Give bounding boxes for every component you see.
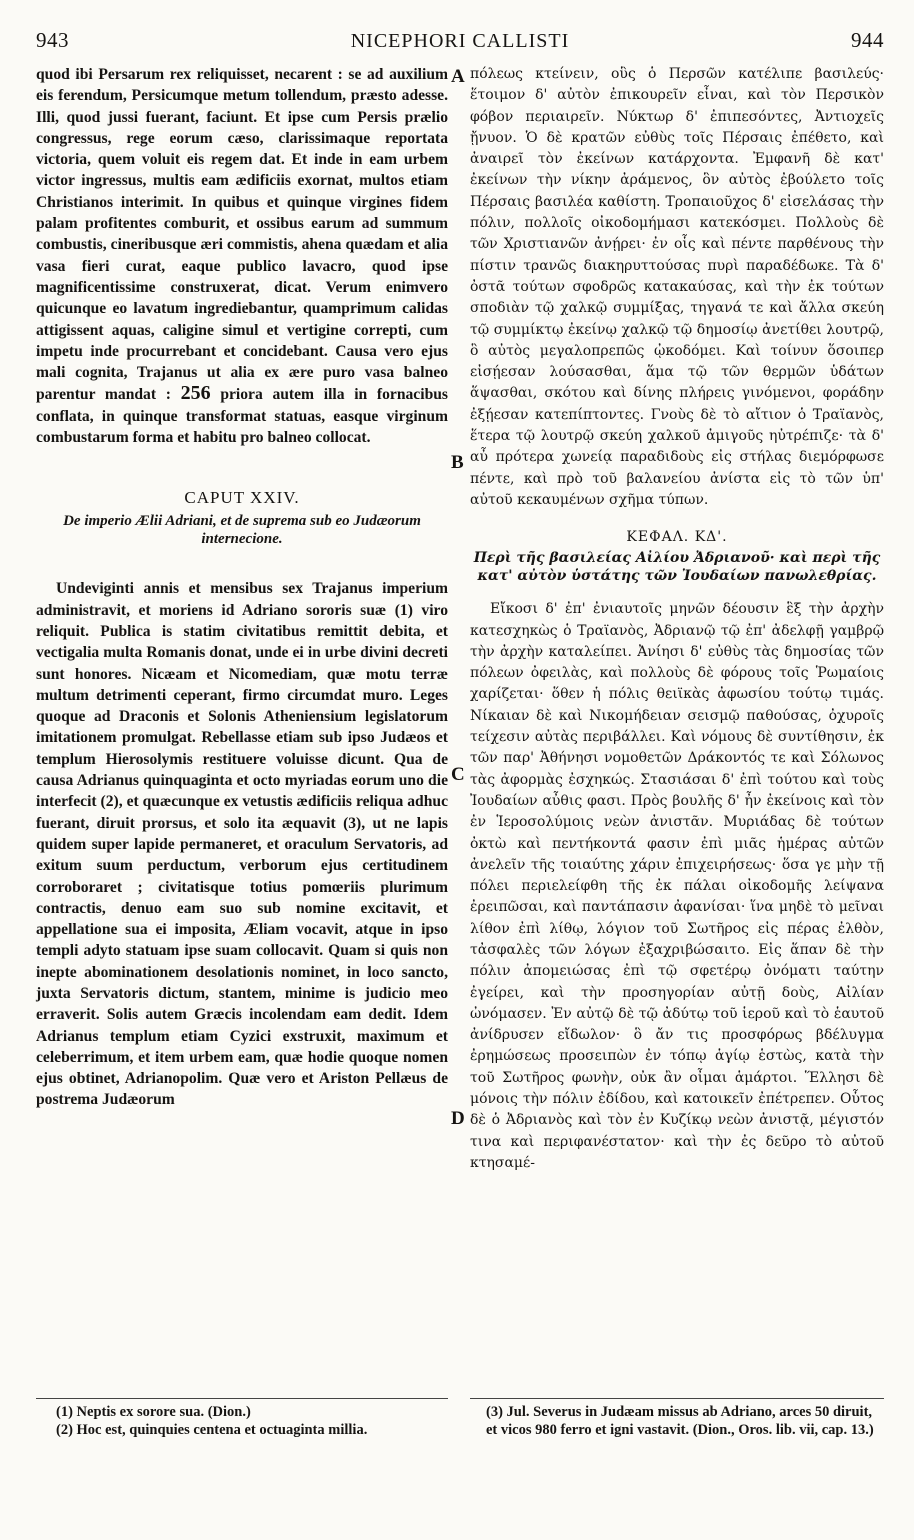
left-page-number: 943 bbox=[36, 28, 69, 52]
footnote-1: (1) Neptis ex sorore sua. (Dion.) bbox=[56, 1404, 251, 1420]
left-footnote-rule bbox=[36, 1398, 448, 1399]
latin-paragraph-1 bbox=[36, 64, 448, 448]
latin-paragraph-1-continued: priora autem illa in fornacibus conflata, in quinque transformat statuas, easque virginum combustarum forma et habitu pro balneo collocat. bbox=[36, 386, 448, 447]
margin-letter-a: A bbox=[451, 66, 465, 87]
greek-chapter-subtitle: Περὶ τῆς βασιλείας Αἰλίου Ἀδριανοῦ· καὶ περὶ τῆς κατ' αὐτὸν ὑστάτης τῶν Ἰουδαίων πανωλεθρίας. bbox=[473, 550, 881, 585]
greek-chapter-heading: ΚΕΦΑΛ. ΚΔ'. bbox=[626, 529, 728, 546]
greek-paragraph-2: Εἴκοσι δ' ἐπ' ἐνιαυτοῖς μηνῶν δέουσιν ἓξ τὴν ἀρχὴν κατεσχηκὼς ὁ Τραϊανὸς, Ἀδριανῷ τῷ ἐπ' ἀδελφῇ γαμβρῷ τὴν ἀρχὴν καταλείπει. Ἀνίησι δ' εὐθὺς τὰς δημοσίας τῶν πόλεων ὀφειλὰς, καὶ πολλοὺς δὲ φόρους τοῖς Ῥωμαίοις χαρίζεται· ὅθεν ἡ πόλις θειϊκὰς ἀφωσίου τούτῳ τιμάς. Νίκαιαν δὲ καὶ Νικομήδειαν σεισμῷ παθούσας, ὀχυροῖς τείχεσιν αὐτὰς περιβάλλει. Καὶ νόμους δὲ συντίθησιν, ἐκ τῶν παρ' Ἀθήνησι νομοθετῶν Δράκοντός τε καὶ Σόλωνος τὰς ἀφορμὰς ἐσχηκώς. Στασιάσαι δ' ἐπὶ τούτου καὶ τοὺς Ἰουδαίων αὖθις φασι. Πρὸς βουλῆς δ' ἦν ἐκείνοις καὶ τὸν ἐν Ἱεροσολύμοις νεὼν ἀνιστᾶν. Μυριάδας δὲ τούτων ὀκτὼ καὶ πεντήκοντά φασιν ἐπὶ μιᾶς ἡμέρας αὐτῶν ἀνελεῖν τῆς τοιαύτης χάριν ἐπιχειρήσεως· ὅσα γε μὴν τῇ πόλει περιελείφθη τῆς ἐκ πάλαι οἰκοδομῆς λείψανα ἐρειπῶσαι, καὶ παντάπασιν ἀφανίσαι· ἵνα μηδὲ τὸ μεῖναι λίθον ἐπὶ λίθῳ, λόγιον τοῦ Σωτῆρος εἰς πέρας ἐλθὸν, τἀσφαλὲς τῶν λόγων ἐξαχριβώσαιτο. Εἰς ἅπαν δὲ τὴν πόλιν ἀπομειώσας ἐπὶ τῷ σφετέρῳ ὀνόματι ταύτην ἐγείρει, καὶ τὴν προσηγορίαν αὐτῇ δοὺς, Αἰλίαν ὠνόμασεν. Ἐν αὐτῷ δὲ τῷ ἀδύτῳ τοῦ ἱεροῦ καὶ τὸ ἑαυτοῦ ἀνίδρυσεν εἴδωλον· ὃ ἄν τις προσφόρως βδέλυγμα ἐρημώσεως προσειπὼν ἐν τόπῳ ἁγίῳ ἑστὼς, κατὰ τὴν τοῦ Σωτῆρος φωνὴν, οὐκ ἂν οἶμαι ἁμάρτοι. Ἕλλησι δὲ μόνοις τὴν πόλιν ἐδίδου, καὶ κατοικεῖν ἐπέτρεπεν. Οὗτος δὲ ὁ Ἀδριανὸς καὶ τὸν ἐν Κυζίκῳ νεὼν ἀνιστᾷ, μέγιστόν τινα καὶ περιφανέστατον· καὶ τὴν ἐς δεῦρο τὸ αὐτοῦ κτησαμέ- bbox=[470, 601, 884, 1171]
greek-paragraph-1: πόλεως κτείνειν, οὓς ὁ Περσῶν κατέλιπε βασιλεύς· ἕτοιμον δ' αὐτὸν ἐπικουρεῖν εἶναι, καὶ τὸν Περσικὸν φόβον περιαιρεῖν. Νύκτωρ δ' ἐπιπεσόντες, Ἀντιοχεῖς ᾔνυον. Ὁ δὲ κρατῶν εὐθὺς τοῖς Πέρσαις ἐπέθετο, καὶ ἀναιρεῖ τὸν ἐκείνων κατάρχοντα. Ἐμφανῆ δὲ κατ' ἐκείνων τὴν νίκην ἀράμενος, ὃν αὐτὸς ἐβούλετο τοῖς Πέρσαις βασιλέα καθίστη. Τροπαιοῦχος δ' εἰσελάσας τὴν πόλιν, πολλοῖς οἰκοδομήμασι κατεκόσμει. Πολλοὺς δὲ τῶν Χριστιανῶν ἀνῄρει· ἐν οἷς καὶ πέντε παρθένους τὴν πίστιν τρανῶς διακηρυττούσας πυρὶ παραδέδωκε. Τὰ δ' ὀστᾶ τούτων σφοδρῶς κατακαύσας, καὶ τὴν ἐκ τούτων σποδιὰν τῷ χαλκῷ συμμίξας, τηγανά τε καὶ ἄλλα σκεύη τῷ συμμίκτῳ ἐκείνῳ χαλκῷ τῷ δημοσίῳ ἀνετίθει λουτρῷ, ὃ αὐτὸς μεγαλοπρεπῶς ᾠκοδόμει. Καὶ τοίνυν ὅσοιπερ εἰσῄεσαν λούσασθαι, ἅμα τῷ τῶν θερμῶν ὑδάτων ἅψασθαι, σκότου καὶ δίνης πλήρεις γινόμενοι, φοράδην ἐξῄεσαν κατεπίπτοντες. Γνοὺς δὲ τὸ αἴτιον ὁ Τραϊανὸς, ἕτερα τῷ λουτρῷ σκεύη χαλκοῦ ἀμιγοῦς ηὐτρέπιζε· τὰ δ' αὖ πρότερα χωνείᾳ παραδιδοὺς εἰς στήλας διεμόρφωσε πέντε, καὶ πρὸ τοῦ βαλανείου ἀνίστα εἰς τὸ τῶν ὑπ' αὐτοῦ κεκαυμένων σχῆμα τύπων. bbox=[470, 66, 884, 508]
right-page-number: 944 bbox=[850, 28, 884, 52]
latin-footnotes bbox=[56, 1404, 448, 1439]
margin-letter-c: C bbox=[451, 764, 465, 785]
running-title: NICEPHORI CALLISTI bbox=[350, 30, 570, 52]
running-header bbox=[36, 28, 884, 58]
latin-chapter-subtitle: De imperio Ælii Adriani, et de suprema sub eo Judæorum internecione. bbox=[63, 513, 421, 548]
margin-letter-b: B bbox=[451, 452, 464, 473]
margin-letter-d: D bbox=[451, 1108, 465, 1129]
greek-column bbox=[470, 64, 884, 1174]
latin-chapter-heading: CAPUT XXIV. bbox=[184, 488, 300, 508]
greek-footnotes bbox=[486, 1404, 884, 1439]
footnote-3: (3) Jul. Severus in Judæam missus ab Adriano, arces 50 diruit, et vicos 980 ferro et igni vastavit. (Dion., Oros. lib. vii, cap. 13.) bbox=[486, 1404, 874, 1438]
right-footnote-rule bbox=[470, 1398, 884, 1399]
latin-paragraph-1-text: quod ibi Persarum rex reliquisset, necarent : se ad auxilium eis ferendum, Persicumque metum tollendum, præsto adesse. Illi, quod jussi fuerant, faciunt. Et ipse cum Persis prælio congressus, rege eorum cæso, clarissimaque reportata victoria, quem voluit eis regem dat. Et inde in eam urbem victor ingressus, multis eam ædificiis exornat, multos etiam Christianos interimit. In quibus et quinque virgines fidem palam profitentes comburit, et ossibus earum ad summum combustis, cineribusque æri commistis, ahena quædam et alia vasa fieri curat, eaque publico lavacro, quod ipse magnificentissime construxerat, dicat. Verum enimvero quicunque eo lavatum ingrediebantur, quamprimum calidas attigissent aquas, caligine simul et vertigine correpti, cum impetu inde procurrebant et concidebant. Causa vero ejus mali cognita, Trajanus ut alia ex ære puro vasa balneo parentur mandat : bbox=[36, 66, 448, 404]
footnote-2: (2) Hoc est, quinquies centena et octuaginta millia. bbox=[56, 1421, 368, 1438]
latin-column bbox=[36, 64, 448, 1111]
column-number: 256 bbox=[180, 382, 211, 405]
latin-paragraph-2: Undeviginti annis et mensibus sex Trajanus imperium administravit, et moriens id Adriano sororis suæ (1) viro reliquit. Publica is statim civitatibus remittit debita, et vectigalia multa Romanis donat, unde ei in urbe divini decreti sunt honores. Nicæam et Nicomediam, quæ motu terræ multum detrimenti ceperant, firmo circumdat muro. Leges quoque ad Draconis et Solonis Atheniensium legislatorum imitationem promulgat. Rebellasse etiam sub ipso Judæos et templum Hierosolymis restituere voluisse dicunt. Qua de causa Adrianus quinquaginta et octo myriadas eorum uno die interfecit (2), et quæcunque ex vetustis ædificiis reliqua adhuc fuerant, diruit prorsus, et solo ita æquavit (3), ut ne lapis quidem super lapide permaneret, et oraculum Servatoris, ad exitum suum perductum, verborum ejus certitudinem corroboraret ; civitatisque totius pomœriis plurimum contractis, denuo eam suo sub nomine excitavit, et appellatione sua ei imposita, Æliam vocavit, atque in ipso templi adyto statuam ipse suam collocavit. Quam si quis non inepte abominationem desolationis nominet, in loco sancto, juxta Servatoris dictum, stantem, minime is judicio meo erraverit. Solis autem Græcis incolendam eam dedit. Idem Adrianus templum etiam Cyzici exstruxit, maximum et celeberrimum, et item urbem eam, quæ hodie quoque nomen ejus obtinet, Adrianopolim. Quæ vero et Ariston Pellæus de postrema Judæorum bbox=[36, 580, 448, 1109]
